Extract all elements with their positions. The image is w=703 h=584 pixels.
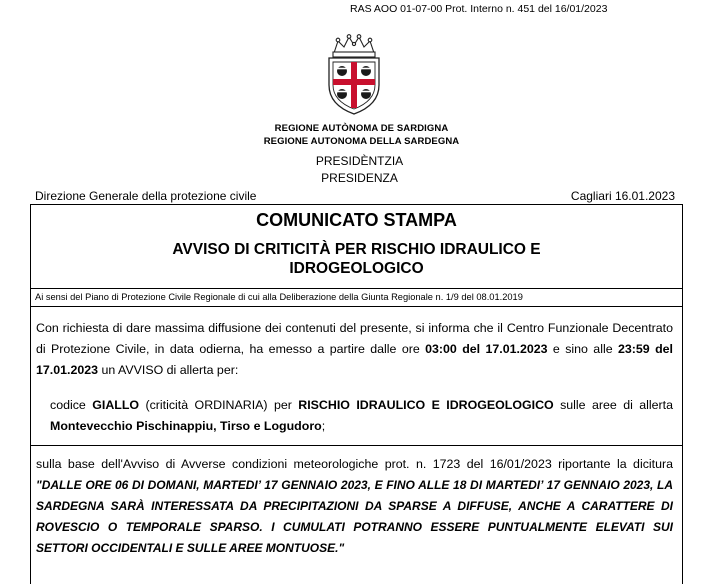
protocol-number: RAS AOO 01-07-00 Prot. Interno n. 451 del 16/01/2023 bbox=[350, 3, 608, 15]
presidency-sardinian: PRESIDÈNTZIA bbox=[315, 154, 404, 168]
title-box bbox=[31, 207, 682, 289]
risk-type: RISCHIO IDRAULICO E IDROGEOLOGICO bbox=[298, 398, 554, 412]
department-name: Direzione Generale della protezione civile bbox=[35, 189, 257, 203]
section-divider bbox=[31, 445, 682, 446]
presidency-italian: PRESIDENZA bbox=[321, 171, 398, 185]
alert-areas: Montevecchio Pischinappiu, Tirso e Logudoro bbox=[50, 419, 322, 433]
body-text bbox=[31, 307, 682, 559]
document-subtitle bbox=[31, 240, 682, 278]
text-span: sulla base dell'Avviso di Avverse condizioni meteorologiche prot. n. 1723 del 16/01/2023 riportante la dicitura bbox=[36, 457, 673, 471]
text-span: (criticità ORDINARIA) per bbox=[139, 398, 299, 412]
region-name-italian: REGIONE AUTONOMA DELLA SARDEGNA bbox=[263, 136, 460, 147]
text-span: codice bbox=[50, 398, 93, 412]
sardinia-coat-of-arms-icon bbox=[318, 33, 390, 117]
alert-end-time: 23:59 del 17.01.2023 bbox=[36, 342, 673, 377]
place-and-date: Cagliari 16.01.2023 bbox=[570, 189, 675, 203]
press-release-frame bbox=[30, 204, 683, 584]
text-span: sulle aree di allerta bbox=[553, 398, 673, 412]
issuer-heading bbox=[0, 122, 703, 187]
subtitle-line-2: IDROGEOLOGICO bbox=[289, 260, 424, 277]
department-row bbox=[35, 189, 675, 203]
text-span: Con richiesta di dare massima diffusione dei contenuti del presente, si informa che il Centro Funzionale Decentrato di Protezione Civile, in data odierna, ha emesso a partire dalle ore bbox=[36, 321, 673, 356]
subtitle-line-1: AVVISO DI CRITICITÀ PER RISCHIO IDRAULICO E bbox=[172, 241, 541, 258]
text-span: un AVVISO di allerta per: bbox=[98, 363, 239, 377]
paragraph-alert-issued bbox=[36, 318, 673, 381]
region-name-sardinian: REGIONE AUTÒNOMA DE SARDIGNA bbox=[274, 123, 449, 134]
document-title: COMUNICATO STAMPA bbox=[256, 210, 457, 230]
alert-code: GIALLO bbox=[92, 398, 140, 412]
weather-notice-quote: "DALLE ORE 06 DI DOMANI, MARTEDI’ 17 GENNAIO 2023, E FINO ALLE 18 DI MARTEDI’ 17 GENNAIO 2023, LA SARDEGNA SARÀ INTERESSATA DA PRECIPITAZIONI DA SPARSE A DIFFUSE, ANCHE A CARATTERE DI ROVESCIO O TEMPORALE SPARSO. I CUMULATI POTRANNO ESSERE PUNTUALMENTE ELEVATI SUI SETTORI OCCIDENTALI E SULLE AREE MONTUOSE." bbox=[36, 478, 673, 555]
text-span: e sino alle bbox=[547, 342, 618, 356]
legal-reference: Ai sensi del Piano di Protezione Civile Regionale di cui alla Deliberazione della Giunta Regionale n. 1/9 del 08.01.2019 bbox=[31, 289, 682, 307]
alert-start-time: 03:00 del 17.01.2023 bbox=[425, 342, 548, 356]
paragraph-alert-code bbox=[36, 395, 673, 437]
text-span: ; bbox=[321, 419, 326, 433]
paragraph-weather-notice bbox=[36, 454, 673, 559]
